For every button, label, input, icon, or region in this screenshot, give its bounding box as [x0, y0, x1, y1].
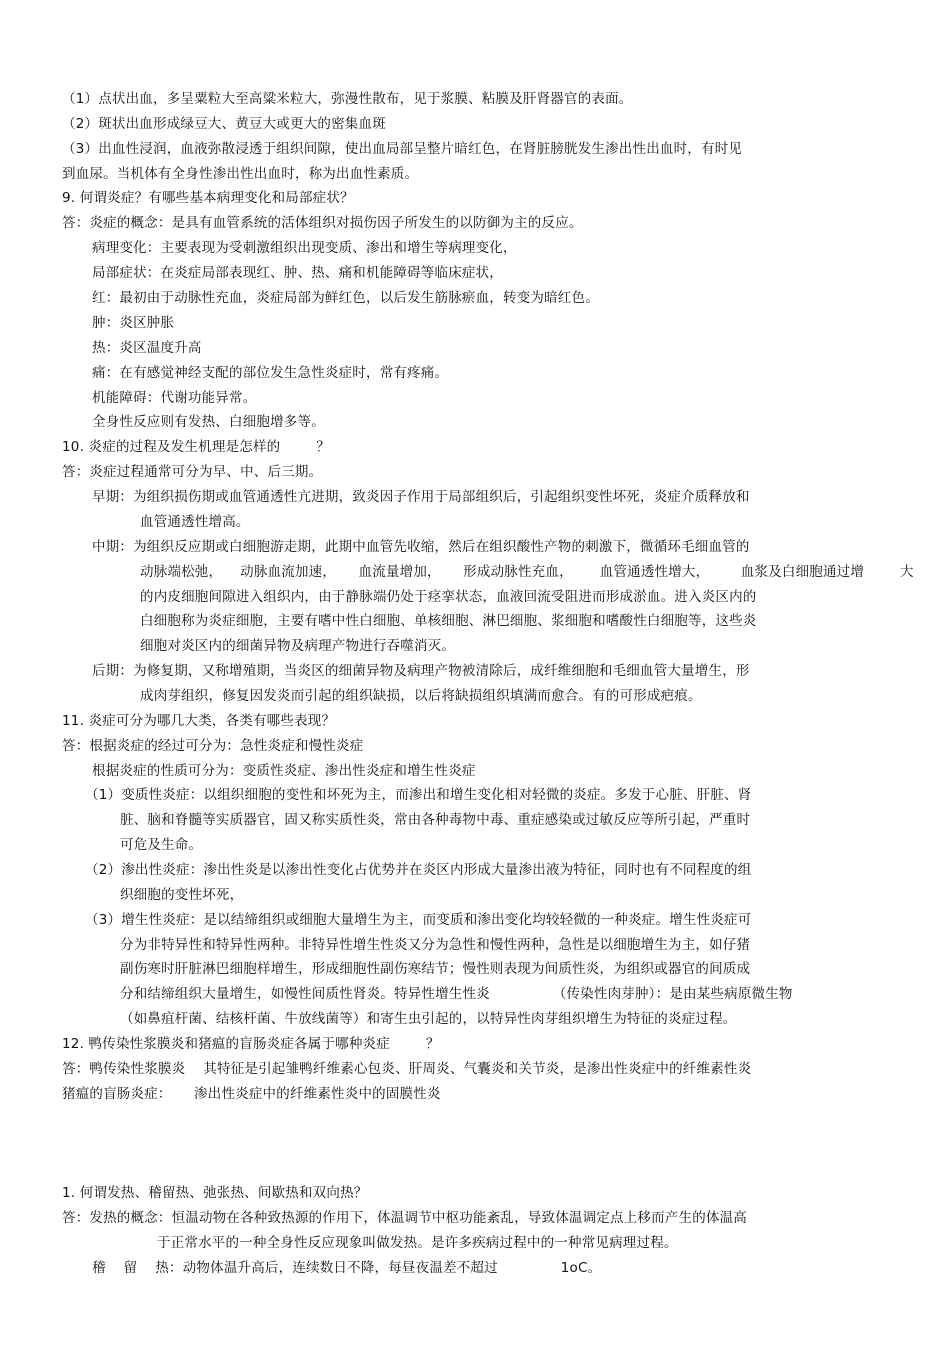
text-line: 早期：为组织损伤期或血管通透性亢进期，致炎因子作用于局部组织后，引起组织变性坏死，炎症介质释放和 [92, 489, 750, 505]
text-line: 副伤寒时肝脏淋巴细胞样增生，形成细胞性副伤寒结节；慢性则表现为间质性炎，为组织或器官的间质成 [120, 961, 751, 977]
text-line: 痛：在有感觉神经支配的部位发生急性炎症时，常有疼痛。 [92, 365, 449, 381]
text-line: 织细胞的变性坏死， [120, 887, 244, 903]
text-line: （1）点状出血，多呈粟粒大至高粱米粒大，弥漫性散布，见于浆膜、粘膜及肝肾器官的表面。 [62, 91, 633, 107]
text-line: 红：最初由于动脉性充血，炎症局部为鲜红色，以后发生筋脉瘀血，转变为暗红色。 [92, 290, 599, 306]
text-line: （2）渗出性炎症：渗出性炎是以渗出性变化占优势并在炎区内形成大量渗出液为特征，同时也有不同程度的组 [85, 862, 752, 878]
answer-line: 答：鸭传染性浆膜炎 其特征是引起雏鸭纤维素心包炎、肝周炎、气囊炎和关节炎，是渗出性炎症中的纤维素性炎 [62, 1061, 752, 1077]
text-line: 局部症状：在炎症局部表现红、肿、热、痛和机能障碍等临床症状， [92, 265, 503, 281]
answer-line: 答：炎症的概念：是具有血管系统的活体组织对损伤因子所发生的以防御为主的反应。 [62, 215, 583, 231]
question-heading: 1. 何谓发热、稽留热、弛张热、间歇热和双向热？ [62, 1185, 368, 1201]
answer-line: 答：发热的概念：恒温动物在各种致热源的作用下，体温调节中枢功能紊乱，导致体温调定点上移而产生的体温高 [62, 1210, 747, 1226]
answer-line: 答：根据炎症的经过可分为：急性炎症和慢性炎症 [62, 738, 364, 754]
answer-line: 答：炎症过程通常可分为早、中、后三期。 [62, 464, 323, 480]
text-line: （3）出血性浸润，血液弥散浸透于组织间隙，使出血局部呈整片暗红色，在肾脏膀胱发生渗出性出血时，有时见 [62, 141, 743, 157]
text-line: 机能障碍：代谢功能异常。 [92, 390, 257, 406]
text-line: 病理变化：主要表现为受刺激组织出现变质、渗出和增生等病理变化， [92, 240, 517, 256]
text-line: 脏、脑和脊髓等实质器官，固又称实质性炎，常由各种毒物中毒、重症感染或过敏反应等所引起，严重时 [120, 812, 751, 828]
text-line: （1）变质性炎症：以组织细胞的变性和坏死为主，而渗出和增生变化相对轻微的炎症。多发于心脏、肝脏、肾 [85, 787, 752, 803]
text-line: 血管通透性增高。 [140, 514, 250, 530]
text-line: 细胞对炎区内的细菌异物及病理产物进行吞噬消灭。 [140, 638, 456, 654]
question-heading: 10. 炎症的过程及发生机理是怎样的 ？ [62, 439, 330, 455]
text-line: 猪瘟的盲肠炎症： 渗出性炎症中的纤维素性炎中的固膜性炎 [62, 1086, 441, 1102]
text-line: 全身性反应则有发热、白细胞增多等。 [92, 414, 325, 430]
text-line: 成肉芽组织，修复因发炎而引起的组织缺损，以后将缺损组织填满而愈合。有的可形成疤痕。 [140, 688, 702, 704]
question-heading: 11. 炎症可分为哪几大类，各类有哪些表现？ [62, 713, 336, 729]
text-line: 后期：为修复期，又称增殖期，当炎区的细菌异物及病理产物被清除后，成纤维细胞和毛细血管大量增生，形 [92, 663, 750, 679]
text-line: 可危及生命。 [120, 837, 203, 853]
text-line: 稽 留 热：动物体温升高后，连续数日不降，每昼夜温差不超过 1oC。 [92, 1260, 602, 1276]
text-line: 于正常水平的一种全身性反应现象叫做发热。是许多疾病过程中的一种常见病理过程。 [157, 1235, 678, 1251]
question-heading: 9. 何谓炎症？有哪些基本病理变化和局部症状？ [62, 190, 354, 206]
text-line: 到血尿。当机体有全身性渗出性出血时，称为出血性素质。 [62, 166, 419, 182]
text-line: （如鼻疽杆菌、结核杆菌、牛放线菌等）和寄生虫引起的，以特异性肉芽组织增生为特征的炎症过程。 [120, 1011, 737, 1027]
text-line: 分和结缔组织大量增生，如慢性间质性肾炎。特异性增生性炎 （传染性肉芽肿）：是由某些病原微生物 [120, 986, 793, 1002]
text-line: （3）增生性炎症：是以结缔组织或细胞大量增生为主，而变质和渗出变化均较轻微的一种炎症。增生性炎症可 [85, 912, 752, 928]
text-line: 白细胞称为炎症细胞，主要有嗜中性白细胞、单核细胞、淋巴细胞、浆细胞和嗜酸性白细胞等，这些炎 [140, 613, 757, 629]
text-line: 中期：为组织反应期或白细胞游走期，此期中血管先收缩，然后在组织酸性产物的刺激下，微循环毛细血管的 [92, 539, 750, 555]
text-line: 根据炎症的性质可分为：变质性炎症、渗出性炎症和增生性炎症 [92, 763, 476, 779]
text-line: 分为非特异性和特异性两种。非特异性增生性炎又分为急性和慢性两种，急性是以细胞增生为主，如仔猪 [120, 937, 751, 953]
text-line: （2）斑状出血形成绿豆大、黄豆大或更大的密集血斑 [62, 116, 386, 132]
text-line: 的内皮细胞间隙进入组织内，由于静脉端仍处于痉挛状态，血液回流受阻进而形成淤血。进入炎区内的 [140, 589, 757, 605]
text-line: 肿：炎区肿胀 [92, 315, 175, 331]
text-line: 热：炎区温度升高 [92, 340, 202, 356]
question-heading: 12. 鸭传染性浆膜炎和猪瘟的盲肠炎症各属于哪种炎症 ？ [62, 1036, 440, 1052]
text-line: 动脉端松弛， 动脉血流加速， 血流量增加， 形成动脉性充血， 血管通透性增大， 血浆及白细胞通过增 大 [140, 564, 914, 580]
